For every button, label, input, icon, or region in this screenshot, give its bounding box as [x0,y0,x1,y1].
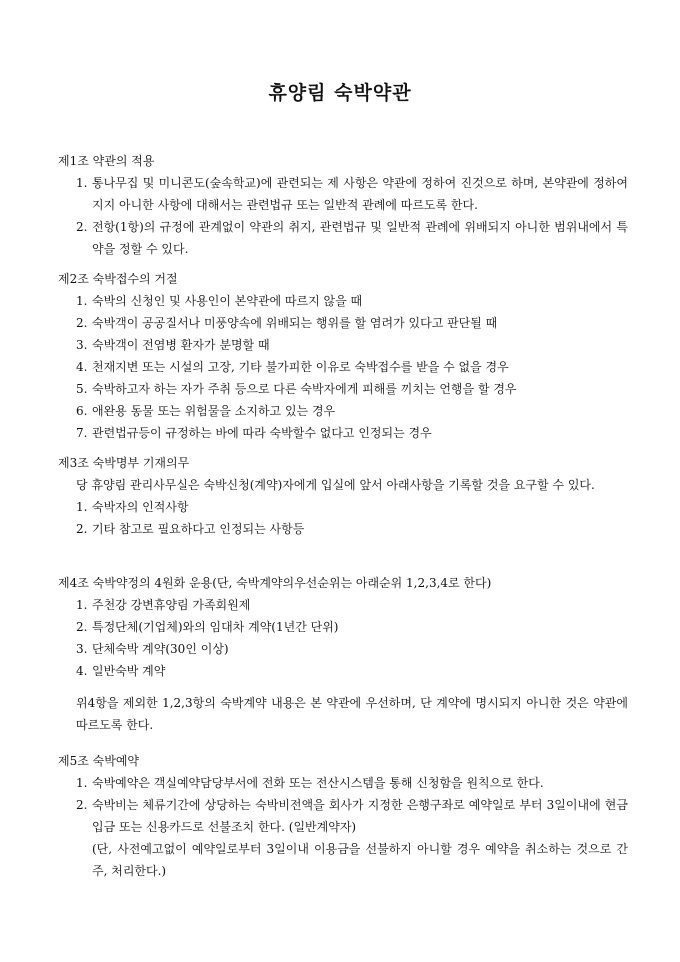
list-item [58,638,628,660]
item-number: 1. [76,294,88,308]
item-text: 숙박하고자 하는 자가 주취 등으로 다른 숙박자에게 피해를 끼치는 언행을 할 경우 [92,382,517,396]
list-item [58,422,628,444]
item-text: 일반숙박 계약 [92,664,166,678]
spacer [58,682,628,692]
item-text: 숙박의 신청인 및 사용인이 본약관에 따르지 않을 때 [92,294,363,308]
list-item [58,594,628,616]
list-item [58,378,628,400]
item-number: 2. [76,522,88,536]
item-text: 숙박객이 공공질서나 미풍양속에 위배되는 행위를 할 염려가 있다고 판단될 때 [92,316,498,330]
item-number: 1. [76,598,88,612]
item-number: 4. [76,360,88,374]
article-heading: 제3조 숙박명부 기재의무 [58,456,190,470]
article-heading: 제1조 약관의 적용 [58,154,155,168]
item-number: 1. [76,776,88,790]
item-text: 숙박자의 인적사항 [92,500,189,514]
article-intro: 당 휴양림 관리사무실은 숙박신청(계약)자에게 입실에 앞서 아래사항을 기록할 것을 요구할 수 있다. [76,478,595,492]
article-5 [58,750,628,882]
item-number: 2. [76,798,88,812]
article-note: (단, 사전예고없이 예약일로부터 3일이내 이용금을 선불하지 아니할 경우 예약을 취소하는 것으로 간주, 처리한다.) [92,842,628,878]
list-item [58,496,628,518]
item-text: 애완용 동물 또는 위험물을 소지하고 있는 경우 [92,404,336,418]
article-outro: 위4항을 제외한 1,2,3항의 숙박계약 내용은 본 약관에 우선하며, 단 계약에 명시되지 아니한 것은 약관에 따르도록 한다. [76,696,628,732]
article-heading: 제5조 숙박예약 [58,754,140,768]
list-item [58,518,628,540]
item-number: 6. [76,404,88,418]
article-1 [58,150,628,260]
item-number: 2. [76,620,88,634]
item-text: 천재지변 또는 시설의 고장, 기타 불가피한 이유로 숙박접수를 받을 수 없을 경우 [92,360,509,374]
item-text: 관련법규등이 규정하는 바에 따라 숙박할수 없다고 인정되는 경우 [92,426,432,440]
item-number: 5. [76,382,88,396]
item-number: 1. [76,176,88,190]
list-item [58,400,628,422]
item-text: 전항(1항)의 규정에 관계없이 약관의 취지, 관련법규 및 일반적 관례에 위배되지 아니한 범위내에서 특약을 정할 수 있다. [92,220,628,256]
item-number: 3. [76,642,88,656]
item-text: 특정단체(기업체)와의 임대차 계약(1년간 단위) [92,620,339,634]
item-number: 3. [76,338,88,352]
list-item [58,616,628,638]
article-2 [58,268,628,444]
item-text: 기타 참고로 필요하다고 인정되는 사항등 [92,522,305,536]
article-heading: 제4조 숙박약정의 4원화 운용(단, 숙박계약의우선순위는 아래순위 1,2,3,4로 한다) [58,576,492,590]
list-item [58,334,628,356]
article-heading: 제2조 숙박접수의 거절 [58,272,178,286]
list-item [58,356,628,378]
item-text: 단체숙박 계약(30인 이상) [92,642,229,656]
list-item [58,172,628,216]
list-item [58,794,628,838]
article-4 [58,572,628,736]
list-item [58,312,628,334]
item-text: 주천강 강변휴양림 가족회원제 [92,598,251,612]
item-text: 숙박예약은 객실예약담당부서에 전화 또는 전산시스템을 통해 신청함을 원칙으로 한다. [92,776,544,790]
item-number: 2. [76,220,88,234]
item-text: 통나무집 및 미니콘도(숲속학교)에 관련되는 제 사항은 약관에 정하여 진것으로 하며, 본약관에 정하여지지 아니한 사항에 대해서는 관련법규 또는 일반적 관례에 따르도록 한다. [92,176,628,212]
document-title: 휴양림 숙박약관 [268,82,412,104]
item-number: 2. [76,316,88,330]
list-item [58,290,628,312]
list-item [58,660,628,682]
item-number: 1. [76,500,88,514]
item-text: 숙박비는 체류기간에 상당하는 숙박비전액을 회사가 지정한 은행구좌로 예약일로 부터 3일이내에 현금 입금 또는 신용카드로 선불조치 한다. (일반계약자) [92,798,628,834]
item-text: 숙박객이 전염병 환자가 분명할 때 [92,338,270,352]
article-3 [58,452,628,540]
list-item [58,772,628,794]
item-number: 4. [76,664,88,678]
item-number: 7. [76,426,88,440]
list-item [58,216,628,260]
